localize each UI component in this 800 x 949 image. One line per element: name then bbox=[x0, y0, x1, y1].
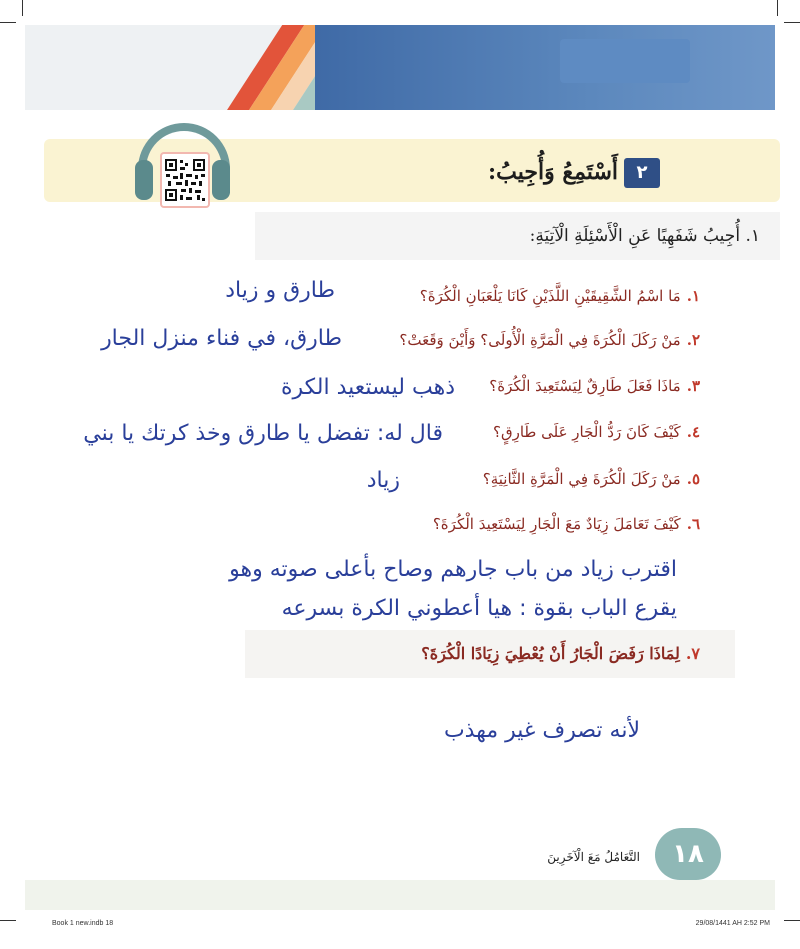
print-slug-right: 29/08/1441 AH 2:52 PM bbox=[695, 920, 770, 927]
question-number: ١. bbox=[686, 287, 700, 305]
banner-blue-panel bbox=[315, 25, 775, 110]
question-number: ٢. bbox=[686, 331, 700, 349]
page-number-badge: ١٨ bbox=[655, 828, 721, 880]
answer-6-line-1: اقترب زياد من باب جارهم وصاح بأعلى صوته وهو bbox=[229, 557, 677, 582]
question-text: مَنْ رَكَلَ الْكُرَةَ فِي الْمَرَّةِ الْأُولَى؟ وَأَيْنَ وَقَعَتْ؟ bbox=[399, 331, 681, 349]
banner-blue-inner bbox=[560, 39, 690, 83]
header-banner bbox=[25, 25, 775, 110]
answer-1: طارق و زياد bbox=[225, 278, 335, 303]
question-text: كَيْفَ كَانَ رَدُّ الْجَارِ عَلَى طَارِقٍ؟ bbox=[493, 423, 681, 441]
question-text: لِمَاذَا رَفَضَ الْجَارُ أَنْ يُعْطِيَ زِيَادًا الْكُرَةَ؟ bbox=[421, 644, 680, 663]
answer-6-line-2: يقرع الباب بقوة : هيا أعطوني الكرة بسرعه bbox=[281, 596, 677, 621]
answer-4: قال له: تفضل يا طارق وخذ كرتك يا بني bbox=[83, 421, 443, 446]
question-text: مَاذَا فَعَلَ طَارِقٌ لِيَسْتَعِيدَ الْكُرَةَ؟ bbox=[489, 377, 681, 395]
question-number: ٣. bbox=[686, 377, 700, 395]
question-3 bbox=[489, 372, 700, 400]
footer-band bbox=[25, 880, 775, 910]
section-number-badge: ٢ bbox=[624, 158, 660, 188]
section-title: أَسْتَمِعُ وَأُجِيبُ: bbox=[488, 159, 618, 185]
question-text: مَنْ رَكَلَ الْكُرَةَ فِي الْمَرَّةِ الثَّانِيَةِ؟ bbox=[482, 470, 681, 488]
question-text: مَا اسْمُ الشَّقِيقَيْنِ اللَّذَيْنِ كَانَا يَلْعَبَانِ الْكُرَةَ؟ bbox=[419, 287, 681, 305]
answer-3: ذهب ليستعيد الكرة bbox=[280, 375, 455, 400]
crop-mark bbox=[0, 22, 16, 23]
question-1 bbox=[420, 282, 700, 310]
qr-code-pattern bbox=[164, 157, 206, 203]
question-7 bbox=[421, 640, 700, 668]
instruction-subheading: ١. أُجِيبُ شَفَهِيًا عَنِ الْأَسْئِلَةِ الْآتِيَةِ: bbox=[529, 226, 760, 246]
question-number: ٧. bbox=[685, 644, 700, 663]
question-text: كَيْفَ تَعَامَلَ زِيَادٌ مَعَ الْجَارِ لِيَسْتَعِيدَ الْكُرَةَ؟ bbox=[432, 515, 681, 533]
question-4 bbox=[493, 418, 700, 446]
question-6 bbox=[433, 510, 700, 538]
answer-2: طارق، في فناء منزل الجار bbox=[101, 326, 342, 351]
question-2 bbox=[399, 326, 700, 354]
headphone-right-ear bbox=[212, 160, 230, 200]
answer-7: لأنه تصرف غير مهذب bbox=[443, 718, 640, 743]
qr-code-icon[interactable] bbox=[160, 152, 210, 208]
footer-unit-title: التَّعَامُلُ مَعَ الْآخَرِينَ bbox=[547, 850, 640, 864]
crop-mark bbox=[0, 920, 16, 921]
print-slug-left: Book 1 new.indb 18 bbox=[52, 920, 114, 927]
crop-mark bbox=[22, 0, 23, 16]
crop-mark bbox=[777, 0, 778, 16]
question-number: ٥. bbox=[686, 470, 700, 488]
crop-mark bbox=[784, 920, 800, 921]
question-number: ٤. bbox=[686, 423, 700, 441]
headphone-left-ear bbox=[135, 160, 153, 200]
crop-mark bbox=[784, 22, 800, 23]
answer-5: زياد bbox=[366, 468, 400, 493]
question-number: ٦. bbox=[686, 515, 700, 533]
question-5 bbox=[483, 465, 700, 493]
